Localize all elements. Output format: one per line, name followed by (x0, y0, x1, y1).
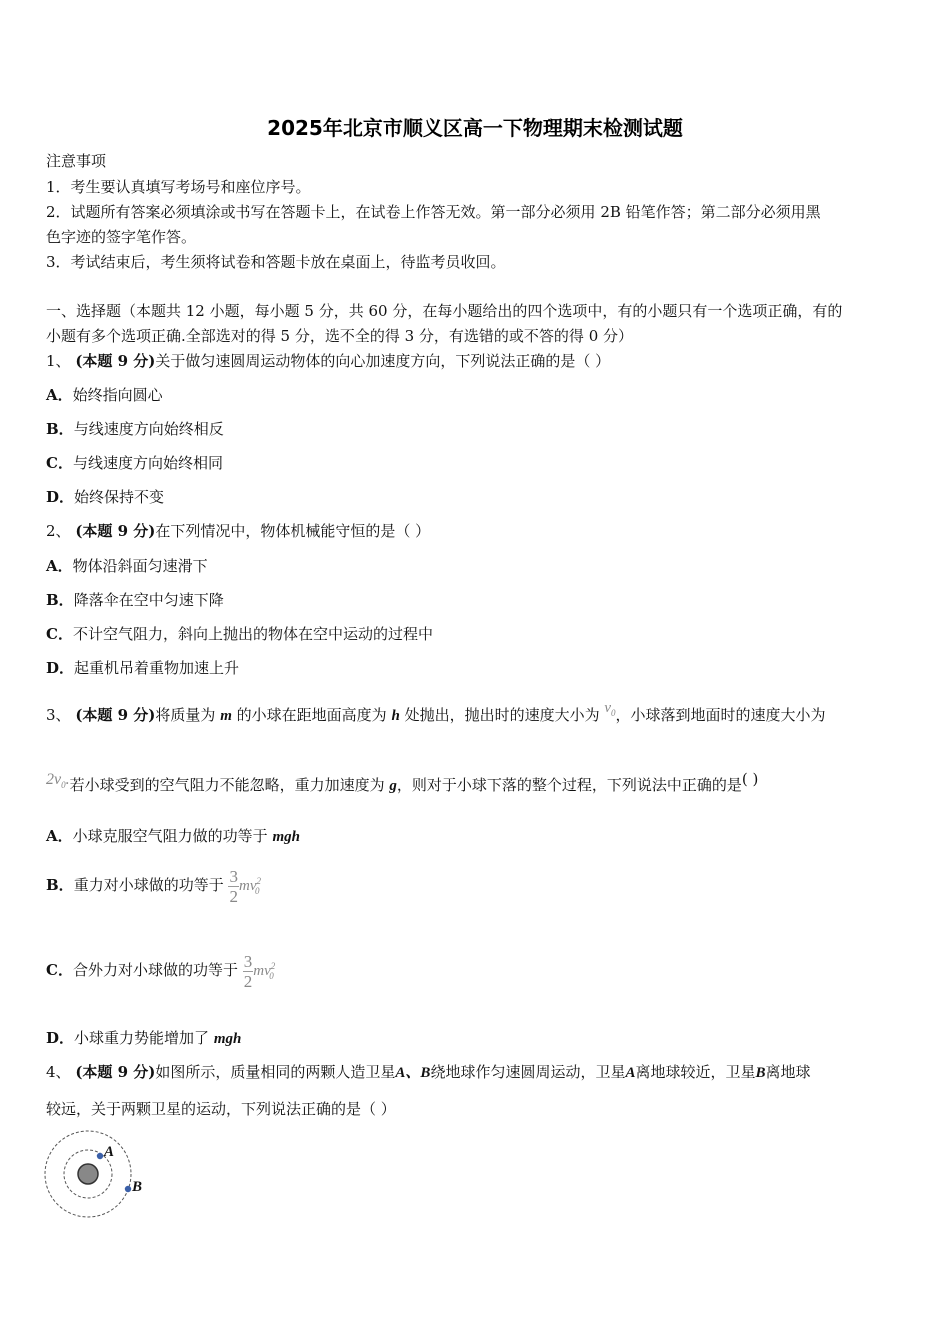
math-mv: mv (238, 878, 257, 894)
question-3-option-b (46, 859, 259, 913)
math-v0-symbol: v (604, 700, 612, 716)
math-variable-ab: A、B (395, 1065, 431, 1081)
question-3-option-c (46, 944, 274, 998)
question-text: ，则对于小球下落的整个过程，下列说法中正确的是 (396, 776, 742, 794)
question-text: 的小球在距地面高度为 (236, 706, 387, 724)
notice-item: 3．考试结束后，考生须将试卷和答题卡放在桌面上，待监考员收回。 (46, 253, 506, 271)
question-number: 4、 (46, 1063, 71, 1081)
math-fraction (243, 952, 254, 991)
math-mv0-squared (239, 878, 260, 894)
option-letter: B． (46, 591, 74, 609)
option-letter: C． (46, 625, 73, 643)
option-text: 重力对小球做的功等于 (73, 876, 224, 894)
fraction-denominator: 2 (243, 971, 253, 991)
math-variable-a: A (625, 1065, 636, 1081)
option-text: 始终指向圆心 (72, 386, 163, 404)
question-2-stem (46, 521, 430, 541)
option-letter: D． (46, 1029, 75, 1047)
question-score-tag: (本题 9 分) (75, 706, 156, 724)
question-score-tag: (本题 9 分) (75, 1063, 156, 1081)
option-text: 起重机吊着重物加速上升 (74, 659, 240, 677)
question-number: 1、 (46, 352, 71, 370)
question-text: 如图所示，质量相同的两颗人造卫星 (155, 1063, 396, 1081)
math-mv0-squared (253, 963, 274, 979)
question-text: 将质量为 (155, 706, 216, 724)
question-text: 绕地球作匀速圆周运动，卫星 (430, 1063, 626, 1081)
math-variable-m: m (220, 708, 232, 724)
question-2-option-c (46, 624, 433, 644)
option-letter: C． (46, 961, 73, 979)
option-letter: A． (46, 827, 73, 845)
fraction-numerator: 3 (229, 866, 238, 886)
math-variable-g: g (389, 778, 397, 794)
option-text: 小球克服空气阻力做的功等于 (72, 827, 268, 845)
satellite-b (125, 1186, 131, 1192)
math-mv: mv (253, 963, 271, 979)
question-2-option-d (46, 658, 239, 678)
question-1-option-d (46, 487, 164, 507)
question-score-tag: (本题 9 分) (75, 522, 156, 540)
math-2v0-dot: . (65, 771, 70, 788)
section-instructions: 小题有多个选项正确.全部选对的得 5 分，选不全的得 3 分，有选错的或不答的得 0 分） (46, 327, 634, 345)
math-exponent: 2 (256, 876, 261, 886)
option-letter: D． (46, 659, 75, 677)
satellite-orbit-figure (40, 1128, 160, 1222)
question-text: 离地球 (765, 1063, 811, 1081)
option-letter: C． (46, 454, 73, 472)
question-score-tag: (本题 9 分) (75, 352, 156, 370)
option-letter: B． (46, 876, 74, 894)
label-b: B (132, 1179, 143, 1195)
question-3-option-a (46, 826, 300, 847)
question-4-stem-line-1 (46, 1062, 811, 1083)
math-mgh: mgh (272, 829, 300, 845)
fraction-numerator: 3 (243, 951, 253, 971)
label-a: A (104, 1144, 115, 1160)
notice-item: 1．考生要认真填写考场号和座位序号。 (46, 178, 311, 196)
math-2v0-symbol: 2v (46, 771, 62, 788)
question-text: 在下列情况中，物体机械能守恒的是（ ） (155, 522, 431, 540)
question-1-option-c (46, 453, 223, 473)
option-letter: A． (46, 386, 73, 404)
question-text: 关于做匀速圆周运动物体的向心加速度方向，下列说法正确的是（ ） (155, 352, 611, 370)
option-letter: D． (46, 488, 75, 506)
math-variable-h: h (391, 708, 400, 724)
option-text: 与线速度方向始终相反 (73, 420, 224, 438)
math-v0 (604, 700, 615, 716)
section-instructions: 一、选择题（本题共 12 小题，每小题 5 分，共 60 分，在每小题给出的四个选项中，有的小题只有一个选项正确，有的 (46, 302, 843, 320)
notice-heading: 注意事项 (46, 152, 107, 170)
question-3-stem-line-2 (46, 772, 758, 804)
question-2-option-b (46, 590, 224, 610)
question-text: 离地球较近，卫星 (635, 1063, 756, 1081)
math-v0-subscript: 0 (611, 708, 616, 718)
option-text: 降落伞在空中匀速下降 (73, 591, 224, 609)
earth (78, 1164, 98, 1184)
question-1-option-a (46, 385, 163, 405)
math-subscript: 0 (269, 971, 274, 981)
option-letter: B． (46, 420, 74, 438)
question-3-option-d (46, 1028, 241, 1049)
option-letter: A． (46, 557, 73, 575)
question-3-stem-line-1 (46, 702, 826, 734)
fraction-denominator: 2 (229, 886, 238, 906)
option-text: 合外力对小球做的功等于 (72, 961, 238, 979)
question-text: ，小球落到地面时的速度大小为 (615, 706, 826, 724)
question-4-stem-line-2: 较远，关于两颗卫星的运动，下列说法正确的是（ ） (46, 1100, 396, 1118)
option-text: 与线速度方向始终相同 (72, 454, 223, 472)
option-text: 小球重力势能增加了 (74, 1029, 210, 1047)
math-variable-b: B (755, 1065, 766, 1081)
option-text: 始终保持不变 (74, 488, 165, 506)
question-number: 2、 (46, 522, 71, 540)
answer-paren: ( ) (741, 770, 759, 788)
question-text: 若小球受到的空气阻力不能忽略，重力加速度为 (69, 776, 385, 794)
satellite-a (97, 1153, 103, 1159)
math-subscript: 0 (254, 886, 260, 896)
math-exponent: 2 (270, 961, 276, 971)
math-fraction (228, 867, 239, 906)
question-1-option-b (46, 419, 224, 439)
option-text: 物体沿斜面匀速滑下 (72, 557, 208, 575)
page-title: 2025年北京市顺义区高一下物理期末检测试题 (267, 116, 683, 140)
question-1-stem (46, 351, 610, 371)
question-2-option-a (46, 556, 208, 576)
notice-item: 色字迹的签字笔作答。 (46, 228, 197, 246)
math-2v0 (46, 771, 70, 791)
question-number: 3、 (46, 706, 71, 724)
question-text: 处抛出，抛出时的速度大小为 (404, 706, 600, 724)
math-2v0-subscript: 0 (61, 780, 66, 791)
notice-item: 2．试题所有答案必须填涂或书写在答题卡上，在试卷上作答无效。第一部分必须用 2B 铅笔作答；第二部分必须用黑 (46, 203, 821, 221)
option-text: 不计空气阻力，斜向上抛出的物体在空中运动的过程中 (72, 625, 433, 643)
math-mgh: mgh (213, 1031, 242, 1047)
